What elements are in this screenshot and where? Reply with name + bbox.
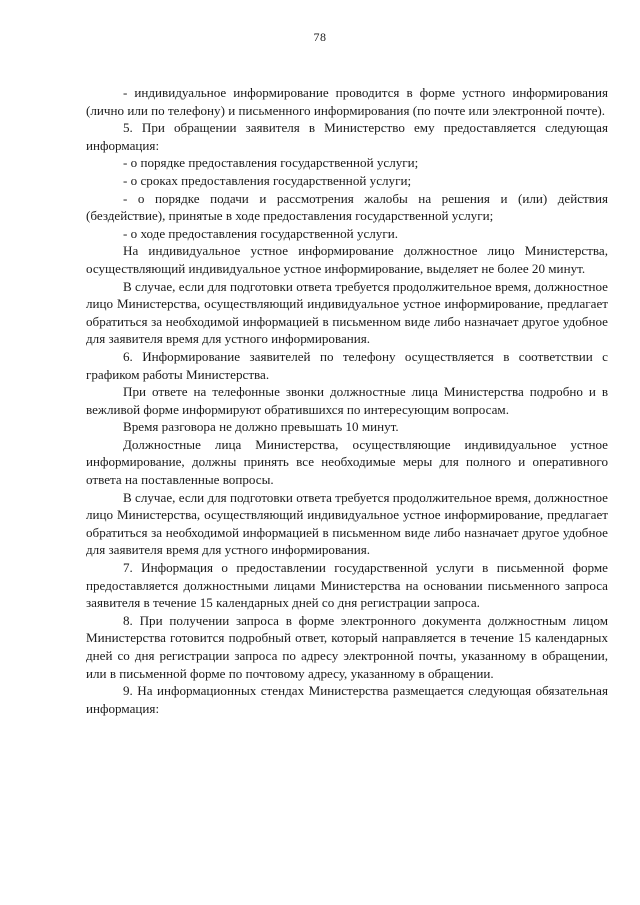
paragraph: При ответе на телефонные звонки должностные лица Министерства подробно и в вежливой форме информируют обратившихся по интересующим вопросам.	[86, 384, 608, 417]
paragraph: На индивидуальное устное информирование должностное лицо Министерства, осуществляющий индивидуальное устное информирование, выделяет не более 20 минут.	[86, 243, 608, 276]
paragraph: Время разговора не должно превышать 10 минут.	[123, 419, 399, 435]
list-item: - о ходе предоставления государственной услуги.	[123, 225, 398, 241]
paragraph: 8. При получении запроса в форме электронного документа должностным лицом Министерства готовится подробный ответ, который направляется в течение 15 календарных дней со дня регистрации запроса по адресу электронной почты, указанному в обращении, или в письменной форме по почтовому адресу, указанному в обращении.	[86, 612, 608, 681]
list-item: - о сроках предоставления государственной услуги;	[123, 172, 412, 188]
paragraph: В случае, если для подготовки ответа требуется продолжительное время, должностное лицо Министерства, осуществляющий индивидуальное устное информирование, предлагает обратиться за необходимой информацией в письменном виде либо назначает другое удобное для заявителя время для устного информирования.	[86, 489, 608, 558]
page-number: 78	[313, 30, 327, 44]
document-body	[86, 84, 608, 717]
list-item: - о порядке подачи и рассмотрения жалобы на решения и (или) действия (бездействие), принятые в ходе предоставления государственной услуги;	[86, 190, 608, 224]
paragraph: - индивидуальное информирование проводится в форме устного информирования (лично или по телефону) и письменного информирования (по почте или электронной почте).	[86, 85, 608, 118]
paragraph: 6. Информирование заявителей по телефону осуществляется в соответствии с графиком работы Министерства.	[86, 348, 608, 382]
list-item: - о порядке предоставления государственной услуги;	[123, 155, 419, 171]
paragraph: В случае, если для подготовки ответа требуется продолжительное время, должностное лицо Министерства, осуществляющий индивидуальное устное информирование, предлагает обратиться за необходимой информацией в письменном виде либо назначает другое удобное для заявителя время для устного информирования.	[86, 278, 608, 347]
paragraph: 5. При обращении заявителя в Министерство ему предоставляется следующая информация:	[86, 120, 608, 153]
paragraph: 7. Информация о предоставлении государственной услуги в письменной форме предоставляется должностными лицами Министерства на основании письменного запроса заявителя в течение 15 календарных дней со дня регистрации запроса.	[86, 560, 608, 611]
paragraph: Должностные лица Министерства, осуществляющие индивидуальное устное информирование, должны принять все необходимые меры для полного и оперативного ответа на поставленные вопросы.	[86, 436, 608, 488]
paragraph: 9. На информационных стендах Министерства размещается следующая обязательная информация:	[86, 683, 608, 716]
